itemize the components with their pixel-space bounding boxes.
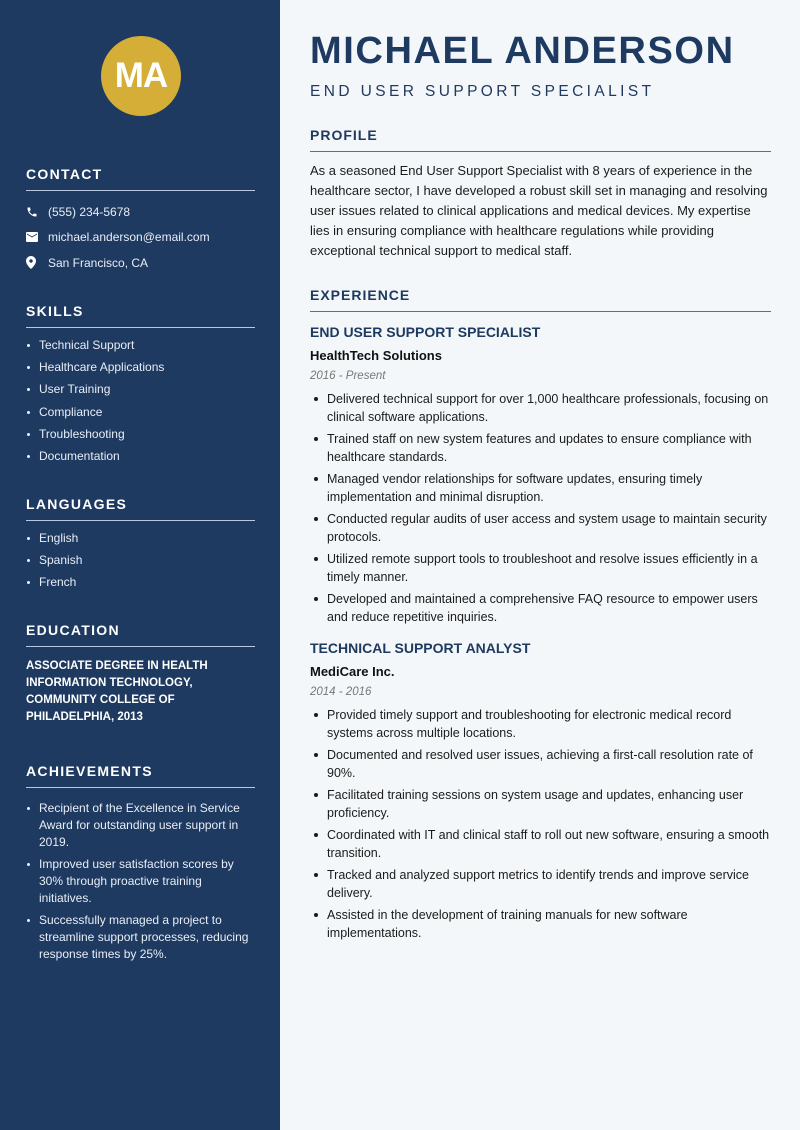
achievement-item: Successfully managed a project to streamline support processes, reducing response times by 25%. bbox=[26, 912, 255, 963]
contact-email[interactable] bbox=[26, 225, 255, 251]
profile-text: As a seasoned End User Support Specialist with 8 years of experience in the healthcare sector, I have developed a robust skill set in managing and resolving user issues related to clinical applications and medical devices. My expertise lies in ensuring compliance with healthcare regulations while providing exceptional technical support to medical staff. bbox=[310, 163, 768, 258]
sidebar bbox=[0, 0, 280, 1130]
languages-heading: LANGUAGES bbox=[26, 496, 255, 521]
job-bullet: Documented and resolved user issues, achieving a first-call resolution rate of 90%. bbox=[310, 746, 771, 782]
job-bullet: Conducted regular audits of user access and system usage to maintain security protocols. bbox=[310, 510, 771, 546]
language-item: Spanish bbox=[26, 552, 255, 569]
experience-section bbox=[310, 287, 771, 946]
job-bullet: Coordinated with IT and clinical staff to roll out new software, ensuring a smooth transition. bbox=[310, 826, 771, 862]
job-company: HealthTech Solutions bbox=[310, 348, 442, 363]
avatar-initials: MA bbox=[114, 56, 168, 95]
job-bullet: Provided timely support and troubleshooting for electronic medical record systems across multiple locations. bbox=[310, 706, 771, 742]
achievement-item: Recipient of the Excellence in Service Award for outstanding user support in 2019. bbox=[26, 800, 255, 851]
job-bullets bbox=[310, 390, 771, 626]
job-bullet: Utilized remote support tools to troubleshoot and resolve issues efficiently in a timely manner. bbox=[310, 550, 771, 586]
profile-heading: PROFILE bbox=[310, 127, 771, 152]
skill-item: User Training bbox=[26, 381, 255, 398]
phone-text: (555) 234-5678 bbox=[48, 204, 131, 219]
achievements-heading: ACHIEVEMENTS bbox=[26, 763, 255, 788]
email-icon bbox=[26, 232, 48, 242]
job-dates: 2014 - 2016 bbox=[310, 686, 372, 698]
job-bullet: Managed vendor relationships for software updates, ensuring timely implementation and minimal disruption. bbox=[310, 470, 771, 506]
job-role: TECHNICAL SUPPORT ANALYST bbox=[310, 640, 531, 656]
location-icon bbox=[26, 256, 48, 269]
candidate-name: MICHAEL ANDERSON bbox=[310, 30, 735, 72]
email-text: michael.anderson@email.com bbox=[48, 230, 210, 245]
job-bullet: Developed and maintained a comprehensive FAQ resource to empower users and reduce repetitive inquiries. bbox=[310, 590, 771, 626]
skills-heading: SKILLS bbox=[26, 303, 255, 328]
location-text: San Francisco, CA bbox=[48, 255, 149, 270]
achievement-item: Improved user satisfaction scores by 30% through proactive training initiatives. bbox=[26, 856, 255, 907]
languages-section bbox=[26, 496, 255, 597]
job-company: MediCare Inc. bbox=[310, 664, 395, 679]
job-bullet: Tracked and analyzed support metrics to identify trends and improve service delivery. bbox=[310, 866, 771, 902]
job-bullet: Facilitated training sessions on system usage and updates, enhancing user proficiency. bbox=[310, 786, 771, 822]
skill-item: Compliance bbox=[26, 404, 255, 421]
education-entry: ASSOCIATE DEGREE IN HEALTH INFORMATION TECHNOLOGY, COMMUNITY COLLEGE OF PHILADELPHIA, 2013 bbox=[26, 660, 208, 723]
job-bullet: Delivered technical support for over 1,000 healthcare professionals, focusing on clinical software applications. bbox=[310, 390, 771, 426]
job-entry bbox=[310, 324, 771, 626]
languages-list bbox=[26, 530, 255, 591]
avatar bbox=[101, 36, 181, 116]
achievements-list bbox=[26, 800, 255, 963]
language-item: English bbox=[26, 530, 255, 547]
contact-heading: CONTACT bbox=[26, 166, 255, 191]
job-dates: 2016 - Present bbox=[310, 370, 386, 382]
skills-list bbox=[26, 337, 255, 465]
skill-item: Documentation bbox=[26, 448, 255, 465]
contact-section bbox=[26, 166, 255, 276]
phone-icon bbox=[26, 206, 48, 218]
skill-item: Troubleshooting bbox=[26, 426, 255, 443]
job-bullets bbox=[310, 706, 771, 942]
skill-item: Healthcare Applications bbox=[26, 359, 255, 376]
profile-section bbox=[310, 127, 771, 261]
education-heading: EDUCATION bbox=[26, 622, 255, 647]
job-entry bbox=[310, 640, 771, 942]
language-item: French bbox=[26, 574, 255, 591]
skills-section bbox=[26, 303, 255, 470]
achievements-section bbox=[26, 763, 255, 969]
job-role: END USER SUPPORT SPECIALIST bbox=[310, 324, 541, 340]
candidate-title: END USER SUPPORT SPECIALIST bbox=[310, 83, 655, 100]
job-bullet: Assisted in the development of training manuals for new software implementations. bbox=[310, 906, 771, 942]
contact-location bbox=[26, 250, 255, 276]
skill-item: Technical Support bbox=[26, 337, 255, 354]
job-bullet: Trained staff on new system features and updates to ensure compliance with healthcare standards. bbox=[310, 430, 771, 466]
education-section bbox=[26, 622, 255, 726]
contact-phone[interactable] bbox=[26, 199, 255, 225]
experience-heading: EXPERIENCE bbox=[310, 287, 771, 312]
